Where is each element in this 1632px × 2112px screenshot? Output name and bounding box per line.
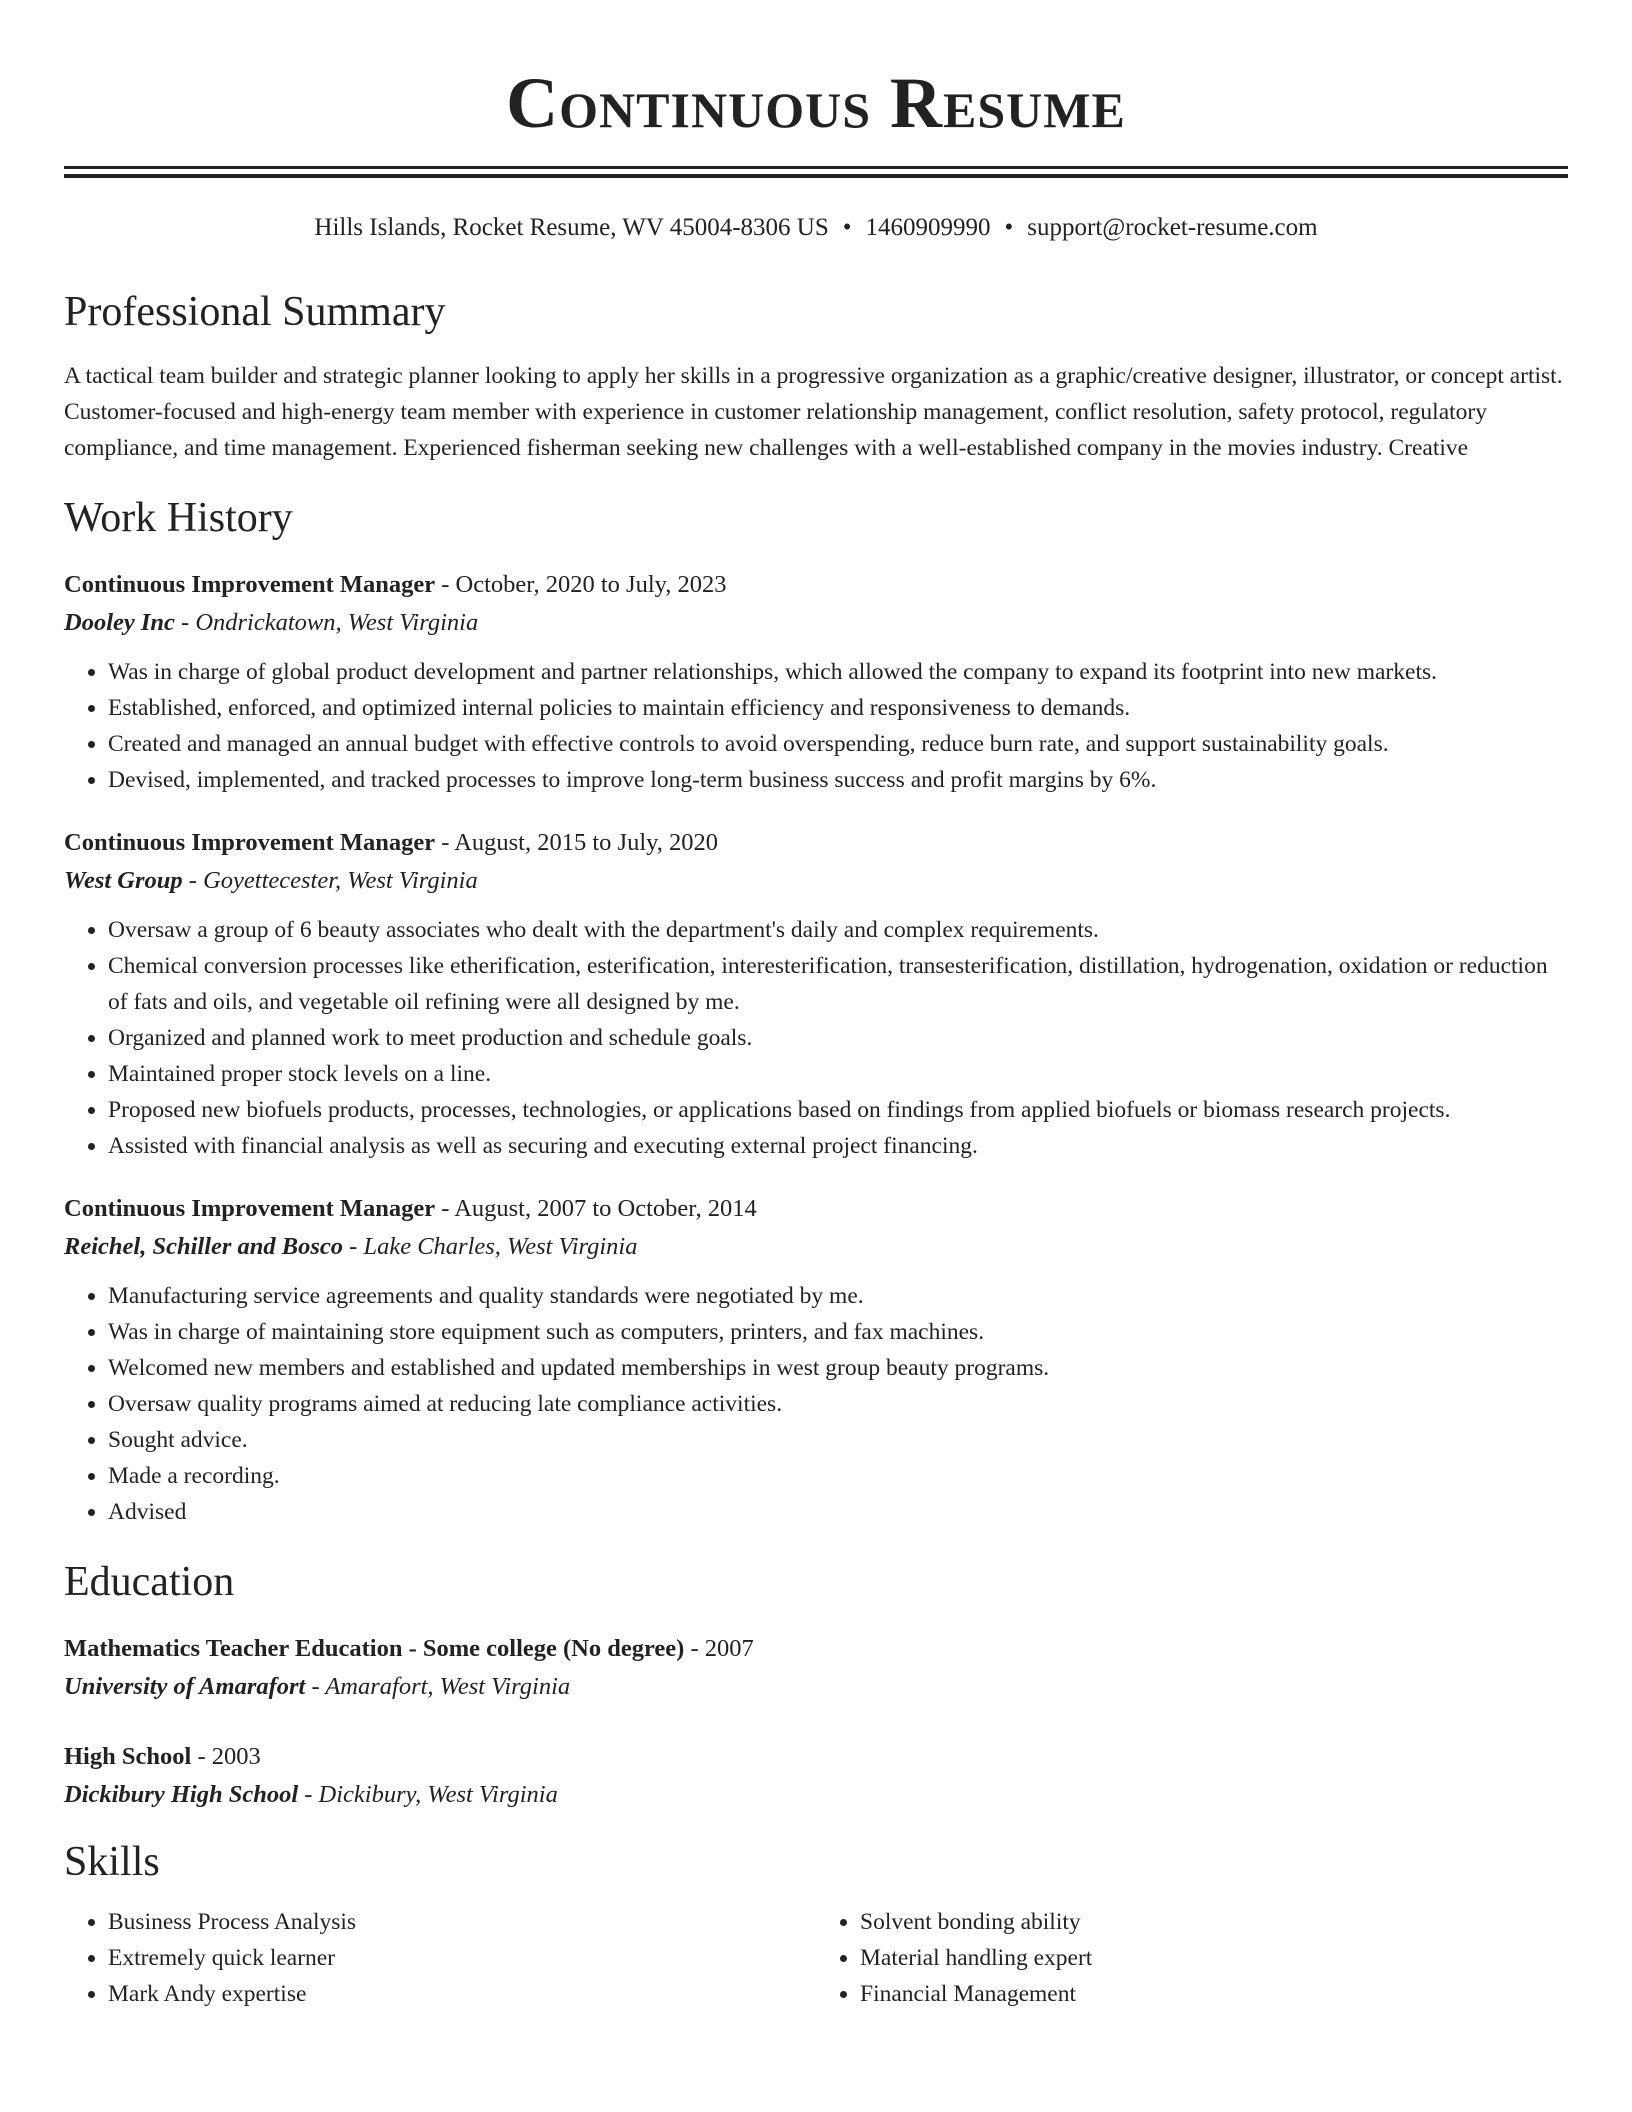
job-dates: - August, 2015 to July, 2020 (435, 829, 719, 856)
job-bullet: • Was in charge of maintaining store equipment such as computers, printers, and fax machines. (108, 1314, 1568, 1350)
job-bullet: • Welcomed new members and established and updated memberships in west group beauty programs. (108, 1350, 1568, 1386)
header-divider (64, 166, 1568, 178)
skills-column-left (64, 1904, 816, 2012)
job-bullet: • Devised, implemented, and tracked processes to improve long-term business success and profit margins by 6%. (108, 762, 1568, 798)
job-bullet: • Manufacturing service agreements and quality standards were negotiated by me. (108, 1278, 1568, 1314)
skill-item: • Business Process Analysis (108, 1904, 816, 1940)
contact-phone: 1460909990 (865, 214, 991, 241)
summary-text: A tactical team builder and strategic planner looking to apply her skills in a progressive organization as a graphic/creative designer, illustrator, or concept artist. Customer-focused and high-energy team member with experience in customer relationship management, conflict resolution, safety protocol, regulatory compliance, and time management. Experienced fisherman seeking new challenges with a well-established company in the movies industry. Creative (64, 363, 1563, 461)
company-name: Reichel, Schiller and Bosco (64, 1233, 344, 1260)
job-title-line (64, 824, 1568, 862)
job-dates: - August, 2007 to October, 2014 (435, 1195, 757, 1222)
job-bullets (64, 912, 1568, 1164)
job-title-line (64, 1190, 1568, 1228)
education-heading: Education (64, 1559, 235, 1605)
job-bullet: • Proposed new biofuels products, processes, technologies, or applications based on findings from applied biofuels or biomass research projects. (108, 1092, 1568, 1128)
skills-heading: Skills (64, 1839, 160, 1885)
job-title: Continuous Improvement Manager (64, 829, 436, 856)
work-history-heading: Work History (64, 495, 293, 541)
job-title-line (64, 566, 1568, 604)
company-name: Dooley Inc (64, 609, 175, 636)
job-bullets (64, 654, 1568, 798)
job-bullet: • Maintained proper stock levels on a line. (108, 1056, 1568, 1092)
job-bullet: • Oversaw a group of 6 beauty associates who dealt with the department's daily and complex requirements. (108, 912, 1568, 948)
education-entry (64, 1630, 1568, 1706)
job-bullet: • Was in charge of global product development and partner relationships, which allowed the company to expand its footprint into new markets. (108, 654, 1568, 690)
skill-item: • Material handling expert (860, 1940, 1568, 1976)
education-entry (64, 1738, 1568, 1814)
skill-item: • Solvent bonding ability (860, 1904, 1568, 1940)
company-location: - Ondrickatown, West Virginia (174, 609, 479, 636)
skill-item: • Financial Management (860, 1976, 1568, 2012)
company-line (64, 862, 1568, 900)
job-bullet: • Chemical conversion processes like etherification, esterification, interesterification, transesterification, distillation, hydrogenation, oxidation or reduction of fats and oils, and vegetable oil refining were all designed by me. (108, 948, 1568, 1020)
company-line (64, 1228, 1568, 1266)
school-name: University of Amarafort (64, 1673, 306, 1700)
skills-column-right (816, 1904, 1568, 2012)
job-bullet: • Sought advice. (108, 1422, 1568, 1458)
job-title: Continuous Improvement Manager (64, 1195, 436, 1222)
contact-separator: • (842, 214, 852, 241)
school-name: Dickibury High School (64, 1781, 299, 1808)
degree-year: - 2003 (191, 1743, 261, 1770)
company-location: - Lake Charles, West Virginia (343, 1233, 638, 1260)
skill-item: • Extremely quick learner (108, 1940, 816, 1976)
job-bullets (64, 1278, 1568, 1530)
resume-name: Continuous Resume (506, 63, 1126, 143)
company-line (64, 604, 1568, 642)
school-line (64, 1668, 1568, 1706)
skill-item: • Mark Andy expertise (108, 1976, 816, 2012)
degree-name: Mathematics Teacher Education - Some college (No degree) (64, 1635, 685, 1662)
degree-line (64, 1630, 1568, 1668)
job-bullet: • Organized and planned work to meet production and schedule goals. (108, 1020, 1568, 1056)
skills-list (64, 1904, 1568, 2012)
job-bullet: • Made a recording. (108, 1458, 1568, 1494)
job-bullet: • Created and managed an annual budget with effective controls to avoid overspending, reduce burn rate, and support sustainability goals. (108, 726, 1568, 762)
contact-address: Hills Islands, Rocket Resume, WV 45004-8306 US (314, 214, 829, 241)
school-location: - Amarafort, West Virginia (305, 1673, 571, 1700)
contact-separator: • (1004, 214, 1014, 241)
job-dates: - October, 2020 to July, 2023 (435, 571, 727, 598)
contact-line (64, 212, 1568, 244)
job-entry (64, 824, 1568, 1164)
degree-year: - 2007 (684, 1635, 754, 1662)
summary-heading: Professional Summary (64, 289, 446, 335)
job-bullet: • Oversaw quality programs aimed at reducing late compliance activities. (108, 1386, 1568, 1422)
job-bullet: • Assisted with financial analysis as well as securing and executing external project financing. (108, 1128, 1568, 1164)
job-bullet: • Advised (108, 1494, 1568, 1530)
school-line (64, 1776, 1568, 1814)
job-entry (64, 566, 1568, 798)
job-entry (64, 1190, 1568, 1530)
company-name: West Group (64, 867, 183, 894)
degree-name: High School (64, 1743, 192, 1770)
job-title: Continuous Improvement Manager (64, 571, 436, 598)
degree-line (64, 1738, 1568, 1776)
company-location: - Goyettecester, West Virginia (182, 867, 478, 894)
job-bullet: • Established, enforced, and optimized internal policies to maintain efficiency and responsiveness to demands. (108, 690, 1568, 726)
school-location: - Dickibury, West Virginia (298, 1781, 558, 1808)
contact-email: support@rocket-resume.com (1027, 214, 1318, 241)
